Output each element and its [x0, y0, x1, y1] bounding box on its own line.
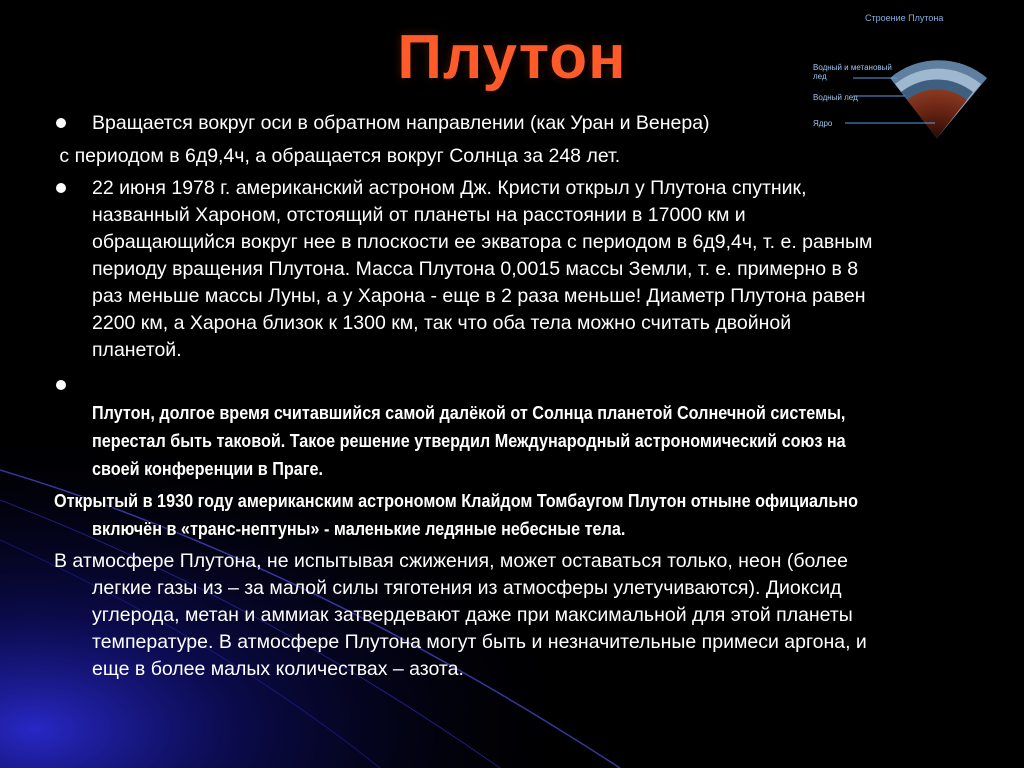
- paragraph-2-line-3: углерода, метан и аммиак затвердевают даже при максимальной для этой планеты: [92, 604, 853, 626]
- paragraph-2-line-2: легкие газы из – за малой силы тяготения из атмосферы улетучиваются). Диоксид: [92, 577, 842, 599]
- paragraph-1-line-2: включён в «транс-нептуны» - маленькие ледяные небесные тела.: [92, 519, 626, 539]
- paragraph-1-line-1: Открытый в 1930 году американским астрономом Клайдом Томбаугом Плутон отныне официально: [54, 491, 858, 511]
- bullet-2-line-3: обращающийся вокруг нее в плоскости ее экватора с периодом в 6д9,4ч, т. е. равным: [92, 231, 873, 253]
- paragraph-2-line-1: В атмосфере Плутона, не испытывая сжижения, может оставаться только, неон (более: [54, 550, 848, 572]
- bullet-2-line-7: планетой.: [92, 339, 182, 361]
- diagram-label-core: Ядро: [813, 119, 833, 128]
- bullet-2-line-4: периоду вращения Плутона. Масса Плутона 0,0015 массы Земли, т. е. примерно в 8: [92, 258, 859, 280]
- bullet-marker: [56, 118, 66, 128]
- bullet-2-line-2: названный Хароном, отстоящий от планеты на расстоянии в 17000 км и: [92, 204, 746, 226]
- bullet-3-line-3: своей конференции в Праге.: [92, 459, 324, 479]
- diagram-title: Строение Плутона: [865, 13, 944, 23]
- bullet-marker: [56, 380, 66, 390]
- bullet-marker: [56, 183, 66, 193]
- bullet-3-line-1: Плутон, долгое время считавшийся самой далёкой от Солнца планетой Солнечной системы,: [92, 403, 846, 423]
- bullet-3-line-2: перестал быть таковой. Такое решение утвердил Международный астрономический союз на: [92, 431, 846, 451]
- slide-title: Плутон: [397, 23, 627, 92]
- bullet-1-line-2: с периодом в 6д9,4ч, а обращается вокруг Солнца за 248 лет.: [54, 145, 621, 167]
- paragraph-2-line-5: еще в более малых количествах – азота.: [92, 658, 464, 680]
- bullet-2-line-1: 22 июня 1978 г. американский астроном Дж. Кристи открыл у Плутона спутник,: [92, 177, 807, 199]
- diagram-label-water-ice: Водный лед: [813, 93, 858, 102]
- bullet-2-line-5: раз меньше массы Луны, а у Харона - еще в 2 раза меньше! Диаметр Плутона равен: [92, 285, 866, 307]
- bullet-1-line-1: Вращается вокруг оси в обратном направлении (как Уран и Венера): [92, 112, 710, 134]
- bullet-2-line-6: 2200 км, а Харона близок к 1300 км, так что оба тела можно считать двойной: [92, 312, 792, 334]
- paragraph-2-line-4: температуре. В атмосфере Плутона могут быть и незначительные примеси аргона, и: [92, 631, 867, 653]
- diagram-label-water-methane-ice: Водный и метановый лед: [813, 63, 892, 81]
